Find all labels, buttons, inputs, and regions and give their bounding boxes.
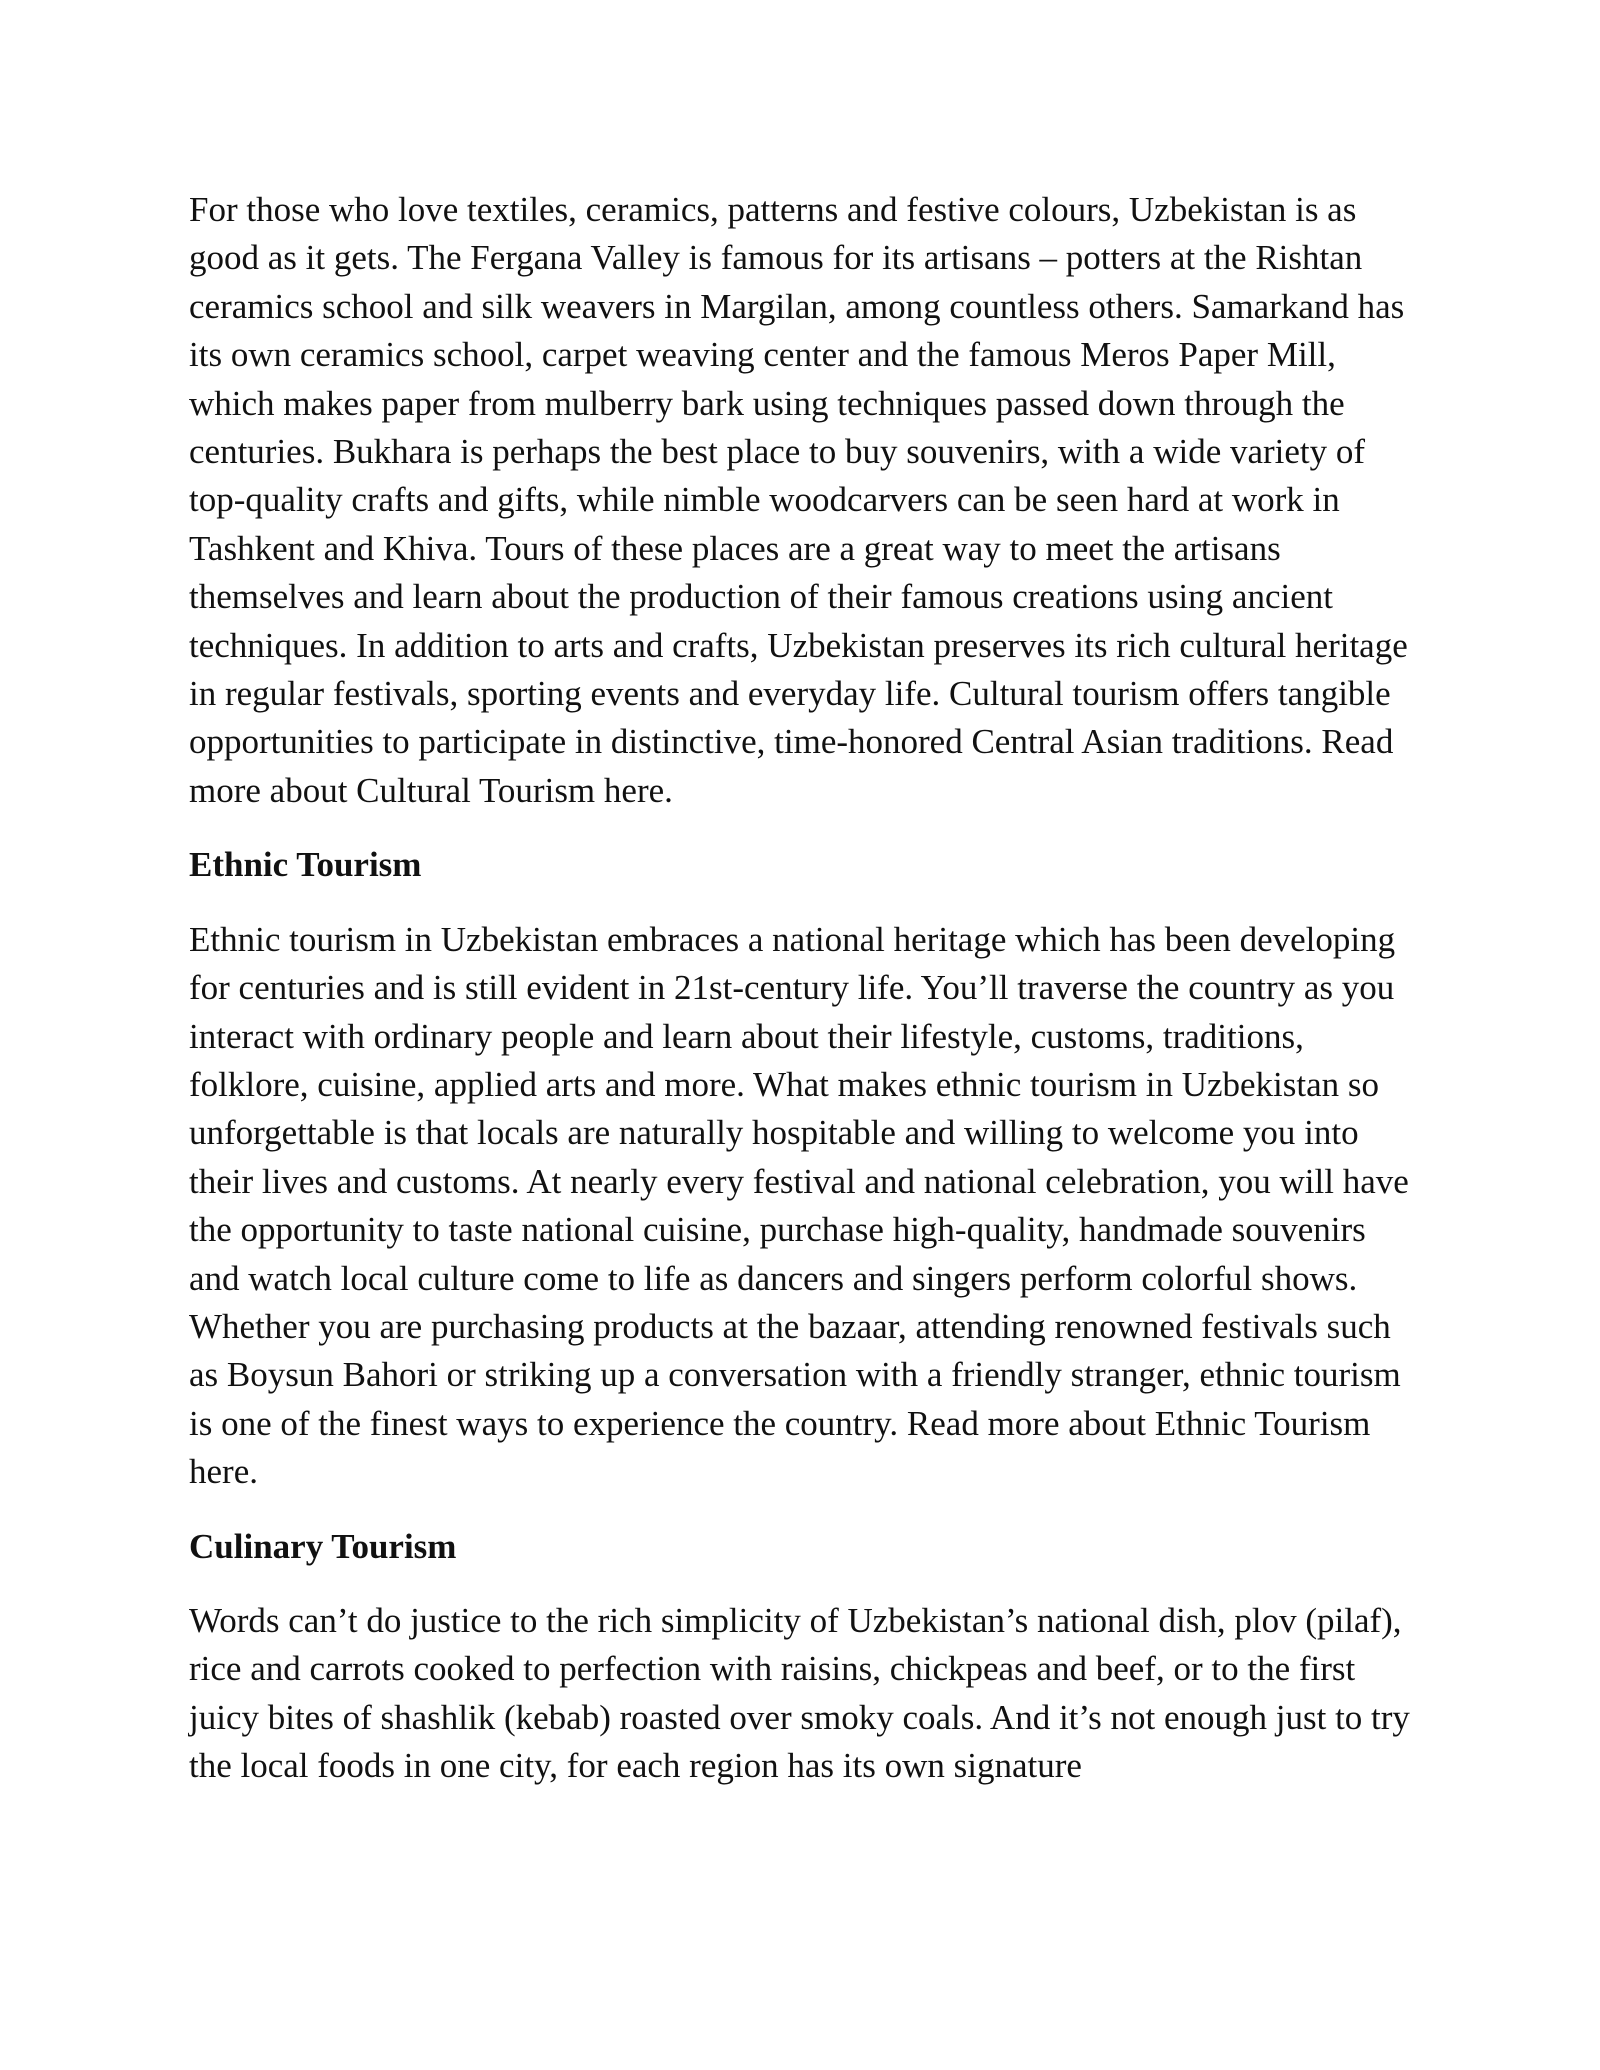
ethnic-tourism-paragraph: Ethnic tourism in Uzbekistan embraces a national heritage which has been developing for centuries and is still evident in 21st-century life. You’ll traverse the country as you interact with ordinary people and learn about their lifestyle, customs, traditions, folklore, cuisine, applied arts and more. What makes ethnic tourism in Uzbekistan so unforgettable is that locals are naturally hospitable and willing to welcome you into their lives and customs. At nearly every festival and national celebration, you will have the opportunity to taste national cuisine, purchase high-quality, handmade souvenirs and watch local culture come to life as dancers and singers perform colorful shows. Whether you are purchasing products at the bazaar, attending renowned festivals such as Boysun Bahori or striking up a conversation with a friendly stranger, ethnic tourism is one of the finest ways to experience the country. Read more about Ethnic Tourism here. — [189, 919, 1409, 1492]
culinary-tourism-paragraph: Words can’t do justice to the rich simplicity of Uzbekistan’s national dish, plov (pilaf), rice and carrots cooked to perfection with raisins, chickpeas and beef, or to the first juicy bites of shashlik (kebab) roasted over smoky coals. And it’s not enough just to try the local foods in one city, for each region has its own signature — [189, 1600, 1410, 1786]
ethnic-tourism-heading: Ethnic Tourism — [189, 845, 422, 885]
culinary-tourism-heading: Culinary Tourism — [189, 1526, 457, 1566]
document-page — [189, 186, 1419, 1817]
cultural-tourism-paragraph: For those who love textiles, ceramics, patterns and festive colours, Uzbekistan is as good as it gets. The Fergana Valley is famous for its artisans – potters at the Rishtan ceramics school and silk weavers in Margilan, among countless others. Samarkand has its own ceramics school, carpet weaving center and the famous Meros Paper Mill, which makes paper from mulberry bark using techniques passed down through the centuries. Bukhara is perhaps the best place to buy souvenirs, with a wide variety of top-quality crafts and gifts, while nimble woodcarvers can be seen hard at work in Tashkent and Khiva. Tours of these places are a great way to meet the artisans themselves and learn about the production of their famous creations using ancient techniques. In addition to arts and crafts, Uzbekistan preserves its rich cultural heritage in regular festivals, sporting events and everyday life. Cultural tourism offers tangible opportunities to participate in distinctive, time-honored Central Asian traditions. Read more about Cultural Tourism here. — [189, 190, 1408, 810]
